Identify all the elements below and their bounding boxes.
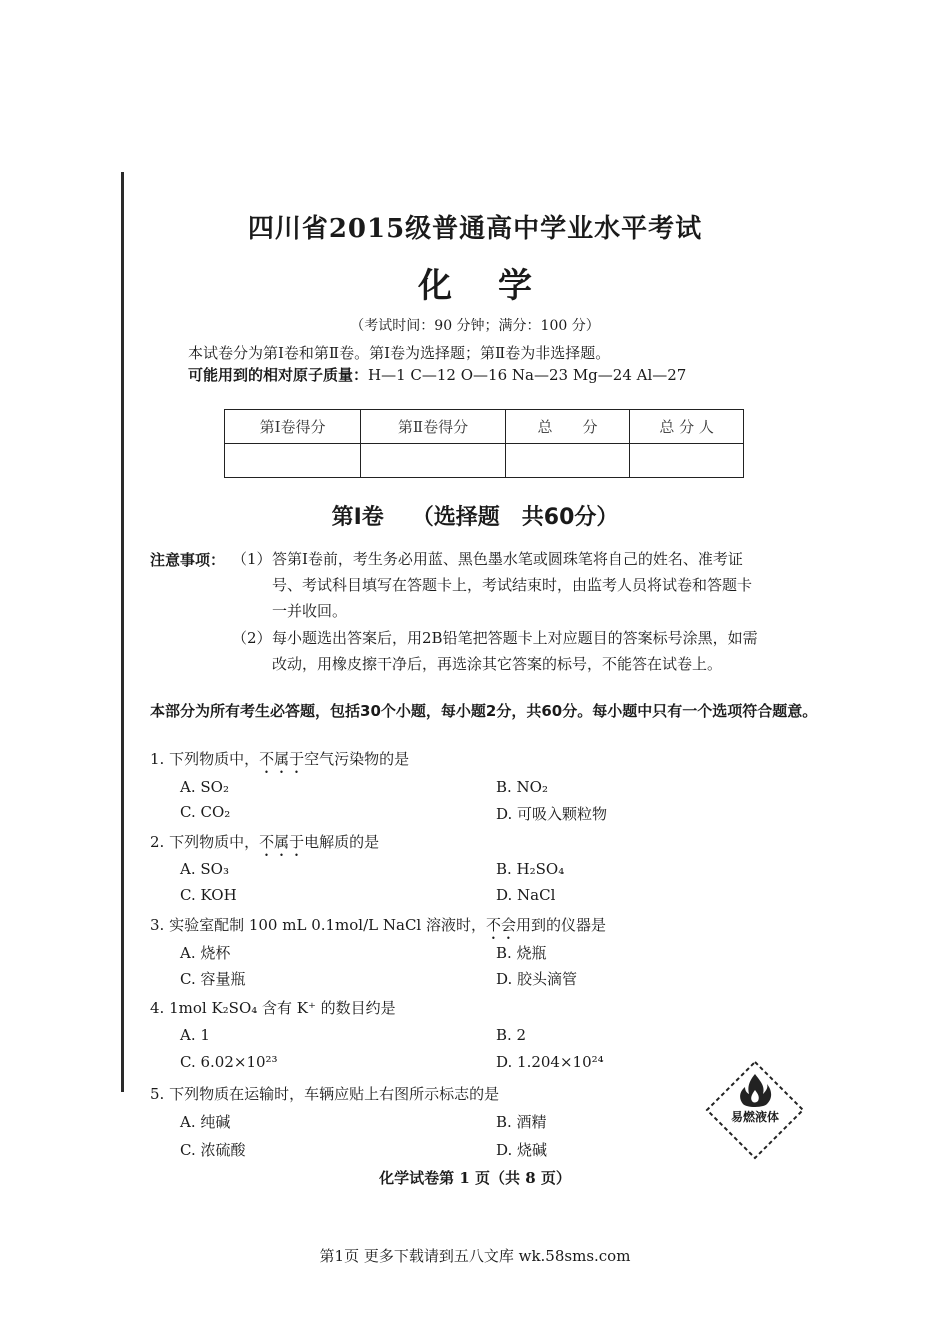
question-1-option-d: D. 可吸入颗粒物 <box>496 805 608 823</box>
question-5-option-d: D. 烧碱 <box>496 1141 548 1159</box>
notice-item-2-line2: 改动，用橡皮擦干净后，再选涂其它答案的标号，不能答在试卷上。 <box>272 655 723 673</box>
question-5-option-c: C. 浓硫酸 <box>180 1141 246 1159</box>
question-5 <box>150 1083 499 1104</box>
question-1-option-b: B. NO₂ <box>496 778 548 796</box>
question-2-pre: 2. 下列物质中， <box>150 833 260 851</box>
question-1-post: 空气污染物的是 <box>304 750 410 768</box>
score-header-total: 总 分 <box>505 410 629 444</box>
question-4-pre: 4. 1mol K₂SO₄ 含有 K⁺ 的数目约是 <box>150 999 396 1017</box>
score-table <box>224 409 744 478</box>
question-4-option-d: D. 1.204×10²⁴ <box>496 1053 604 1071</box>
part-description: 本部分为所有考生必答题，包括30个小题，每小题2分，共60分。每小题中只有一个选项符合题意。 <box>150 702 818 720</box>
score-header-part1: 第Ⅰ卷得分 <box>225 410 361 444</box>
question-4-option-c: C. 6.02×10²³ <box>180 1053 278 1071</box>
question-2 <box>150 831 379 860</box>
download-footer: 第1页 更多下载请到五八文库 wk.58sms.com <box>319 1247 631 1265</box>
question-3-post: 用到的仪器是 <box>516 916 607 934</box>
notice-item-1 <box>232 546 817 624</box>
question-1 <box>150 748 409 777</box>
question-1-option-a: A. SO₂ <box>180 778 229 796</box>
question-3-option-c: C. 容量瓶 <box>180 970 246 988</box>
score-cell-scorer <box>630 444 744 478</box>
notice-item-2-num: （2） <box>232 629 272 647</box>
question-2-emphasis: 不属于 <box>259 833 305 851</box>
question-2-option-a: A. SO₃ <box>180 860 229 878</box>
exam-title: 四川省2015级普通高中学业水平考试 <box>247 214 703 244</box>
atomic-masses <box>188 364 686 385</box>
question-1-pre: 1. 下列物质中， <box>150 750 260 768</box>
score-cell-total <box>505 444 629 478</box>
notice-item-1-num: （1） <box>232 550 272 568</box>
atomic-masses-label: 可能用到的相对原子质量： <box>188 366 369 384</box>
question-2-option-b: B. H₂SO₄ <box>496 860 565 878</box>
question-2-option-c: C. KOH <box>180 886 237 904</box>
question-1-option-c: C. CO₂ <box>180 803 231 821</box>
page-footer: 化学试卷第 1 页（共 8 页） <box>379 1169 571 1187</box>
subject-title: 化学 <box>418 266 578 306</box>
question-4-option-a: A. 1 <box>180 1026 210 1044</box>
question-2-post: 电解质的是 <box>304 833 380 851</box>
section-part: 第Ⅰ卷 <box>331 505 384 530</box>
notice-item-1-line3: 一并收回。 <box>272 602 348 620</box>
question-3-emphasis: 不会 <box>486 916 517 934</box>
question-2-option-d: D. NaCl <box>496 886 556 904</box>
atomic-masses-values: H—1 C—12 O—16 Na—23 Mg—24 Al—27 <box>368 366 687 384</box>
question-3 <box>150 914 606 943</box>
question-4-option-b: B. 2 <box>496 1026 527 1044</box>
question-5-option-a: A. 纯碱 <box>180 1113 231 1131</box>
notice-item-2-line1: 每小题选出答案后，用2B铅笔把答题卡上对应题目的答案标号涂黑，如需 <box>272 629 758 647</box>
exam-info: （考试时间：90 分钟；满分：100 分） <box>350 318 600 334</box>
section-desc: （选择题 共60分） <box>411 505 619 530</box>
notice-label: 注意事项： <box>150 551 226 569</box>
hazard-label: 易燃液体 <box>730 1110 779 1124</box>
question-4 <box>150 997 396 1018</box>
question-3-option-b: B. 烧瓶 <box>496 944 547 962</box>
score-table-header-row <box>225 410 744 444</box>
question-3-pre: 3. 实验室配制 100 mL 0.1mol/L NaCl 溶液时， <box>150 916 486 934</box>
binding-margin-line <box>121 172 124 1092</box>
score-table-blank-row <box>225 444 744 478</box>
question-5-pre: 5. 下列物质在运输时，车辆应贴上右图所示标志的是 <box>150 1085 500 1103</box>
intro-text: 本试卷分为第Ⅰ卷和第Ⅱ卷。第Ⅰ卷为选择题；第Ⅱ卷为非选择题。 <box>188 344 611 362</box>
notice-item-2 <box>232 625 817 677</box>
notice-item-1-line1: 答第Ⅰ卷前，考生务必用蓝、黑色墨水笔或圆珠笔将自己的姓名、准考证 <box>272 550 743 568</box>
score-header-part2: 第Ⅱ卷得分 <box>361 410 506 444</box>
score-cell-part2 <box>361 444 506 478</box>
question-5-option-b: B. 酒精 <box>496 1113 547 1131</box>
question-3-option-d: D. 胶头滴管 <box>496 970 578 988</box>
question-3-option-a: A. 烧杯 <box>180 944 231 962</box>
section-title <box>0 500 950 531</box>
score-header-scorer: 总 分 人 <box>630 410 744 444</box>
question-1-emphasis: 不属于 <box>259 750 305 768</box>
score-cell-part1 <box>225 444 361 478</box>
notice-item-1-line2: 号、考试科目填写在答题卡上，考试结束时，由监考人员将试卷和答题卡 <box>272 576 753 594</box>
